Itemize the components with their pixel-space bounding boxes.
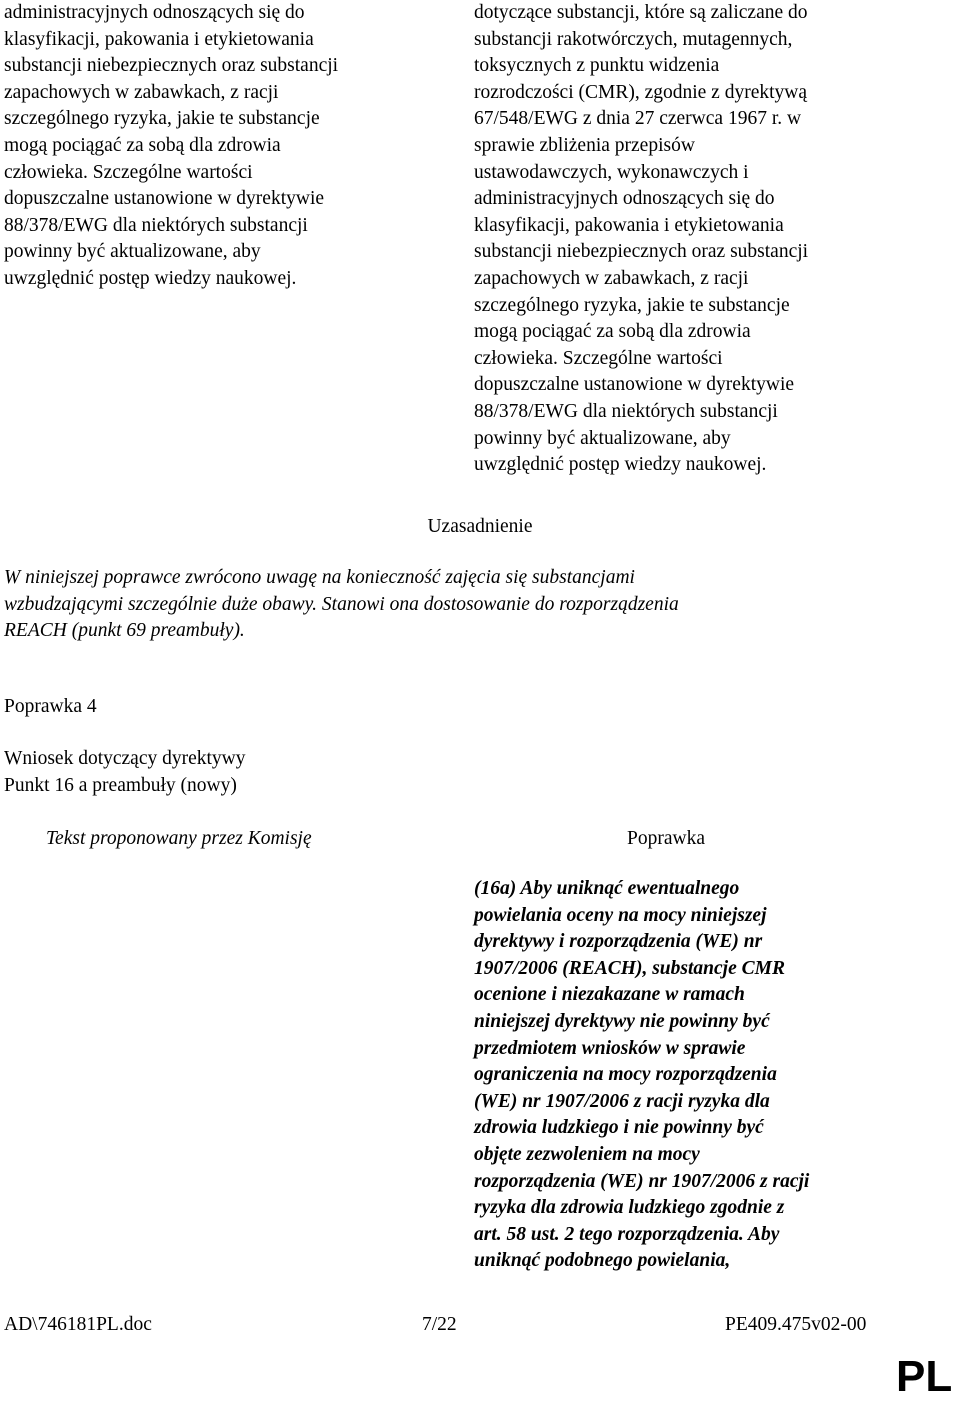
amendment-text-line: zdrowia ludzkiego i nie powinny być: [474, 1117, 764, 1139]
justification-line: wzbudzającymi szczególnie duże obawy. Stanowi ona dostosowanie do rozporządzenia: [4, 593, 679, 615]
text-line: substancji niebezpiecznych oraz substancji: [4, 55, 339, 77]
amendment-text-line: niniejszej dyrektywy nie powinny być: [474, 1010, 770, 1032]
amendment-text-line: uniknąć podobnego powielania,: [474, 1250, 731, 1272]
text-line: rozrodczości (CMR), zgodnie z dyrektywą: [474, 81, 808, 103]
footer-page-number: 7/22: [422, 1314, 457, 1335]
justification-line: REACH (punkt 69 preambuły).: [4, 620, 245, 642]
text-line: administracyjnych odnoszących się do: [474, 188, 775, 210]
amendment-text-line: rozporządzenia (WE) nr 1907/2006 z racji: [474, 1170, 810, 1192]
text-line: dotyczące substancji, które są zaliczane do: [474, 2, 808, 23]
text-line: człowieka. Szczególne wartości: [4, 161, 253, 183]
text-line: sprawie zbliżenia przepisów: [474, 134, 695, 156]
text-line: mogą pociągać za sobą dla zdrowia: [474, 321, 751, 343]
justification-title: Uzasadnienie: [427, 516, 533, 537]
proposal-heading: [4, 746, 246, 799]
text-line: szczególnego ryzyka, jakie te substancje: [474, 294, 790, 316]
text-line: mogą pociągać za sobą dla zdrowia: [4, 134, 281, 156]
amendment-number: Poprawka 4: [4, 696, 97, 717]
left-column-text: [4, 0, 444, 293]
amendment-text-line: (WE) nr 1907/2006 z racji ryzyka dla: [474, 1090, 770, 1112]
justification-line: W niniejszej poprawce zwrócono uwagę na konieczność zajęcia się substancjami: [4, 567, 635, 588]
amendment-text-line: (16a) Aby uniknąć ewentualnego: [474, 878, 740, 899]
text-line: dopuszczalne ustanowione w dyrektywie: [474, 374, 795, 396]
text-line: zapachowych w zabawkach, z racji: [4, 81, 279, 103]
column-head-commission-text: Tekst proponowany przez Komisję: [46, 828, 312, 849]
amendment-text-line: powielania oceny na mocy niniejszej: [474, 904, 767, 926]
amendment-text-line: ryzyka dla zdrowia ludzkiego zgodnie z: [474, 1197, 785, 1219]
text-line: substancji niebezpiecznych oraz substancji: [474, 241, 809, 263]
footer-reference: PE409.475v02-00: [725, 1314, 867, 1335]
text-line: klasyfikacji, pakowania i etykietowania: [4, 28, 314, 50]
justification-body: [4, 565, 924, 645]
amendment-text-line: 1907/2006 (REACH), substancje CMR: [474, 957, 785, 979]
text-line: 88/378/EWG dla niektórych substancji: [4, 214, 308, 236]
language-code: PL: [896, 1352, 953, 1401]
amendment-text-line: ograniczenia na mocy rozporządzenia: [474, 1064, 777, 1086]
text-line: ustawodawczych, wykonawczych i: [474, 161, 749, 183]
text-line: toksycznych z punktu widzenia: [474, 55, 720, 77]
amendment-text-line: ocenione i niezakazane w ramach: [474, 984, 745, 1006]
text-line: dopuszczalne ustanowione w dyrektywie: [4, 188, 325, 210]
text-line: substancji rakotwórczych, mutagennych,: [474, 28, 793, 50]
recital-label: Punkt 16 a preambuły (nowy): [4, 774, 237, 796]
footer-file-name: AD\746181PL.doc: [4, 1314, 152, 1335]
amendment-text-line: dyrektywy i rozporządzenia (WE) nr: [474, 931, 763, 953]
amendment-text: [474, 876, 944, 1275]
amendment-text-line: przedmiotem wniosków w sprawie: [474, 1037, 746, 1059]
right-column-text: [474, 0, 944, 479]
text-line: powinny być aktualizowane, aby: [4, 241, 261, 263]
text-line: szczególnego ryzyka, jakie te substancje: [4, 108, 320, 130]
column-head-amendment: Poprawka: [627, 828, 705, 849]
text-line: 67/548/EWG z dnia 27 czerwca 1967 r. w: [474, 108, 802, 130]
text-line: administracyjnych odnoszących się do: [4, 2, 305, 23]
text-line: 88/378/EWG dla niektórych substancji: [474, 400, 778, 422]
text-line: uwzględnić postęp wiedzy naukowej.: [474, 454, 767, 476]
proposal-label: Wniosek dotyczący dyrektywy: [4, 748, 246, 769]
text-line: uwzględnić postęp wiedzy naukowej.: [4, 267, 297, 289]
amendment-text-line: art. 58 ust. 2 tego rozporządzenia. Aby: [474, 1223, 780, 1245]
text-line: klasyfikacji, pakowania i etykietowania: [474, 214, 784, 236]
amendment-text-line: objęte zezwoleniem na mocy: [474, 1143, 700, 1165]
text-line: człowieka. Szczególne wartości: [474, 347, 723, 369]
text-line: powinny być aktualizowane, aby: [474, 427, 731, 449]
text-line: zapachowych w zabawkach, z racji: [474, 267, 749, 289]
